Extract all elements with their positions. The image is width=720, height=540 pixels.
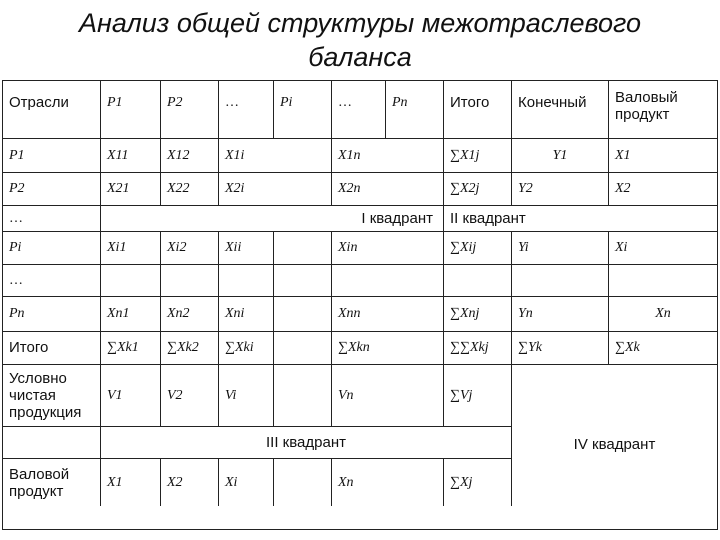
- page-title: [0, 6, 720, 74]
- cell-sum-xk1: ∑Xk1: [101, 332, 161, 365]
- header-p2: P2: [161, 81, 219, 139]
- cell-empty-q3-1: [3, 427, 101, 459]
- cell-x22: X22: [161, 173, 219, 206]
- cell-x1n: X1n: [332, 139, 444, 173]
- cell-sum-x1j: ∑X1j: [444, 139, 512, 173]
- cell-sum-xij: ∑Xij: [444, 232, 512, 265]
- header-pi: Pi: [274, 81, 332, 139]
- cell-empty-d2-5: [274, 265, 332, 297]
- cell-empty-usl-5: [274, 365, 332, 427]
- cell-double-sum-xkj: ∑∑Xkj: [444, 332, 512, 365]
- cell-empty-d2-2: [101, 265, 161, 297]
- cell-x2n: X2n: [332, 173, 444, 206]
- quadrant-3-label: III квадрант: [101, 427, 512, 459]
- row-itogo-label: Итого: [3, 332, 101, 365]
- cell-yn: Yn: [512, 297, 609, 332]
- cell-xn-total: Xn: [609, 297, 717, 332]
- cell-sum-yk: ∑Yk: [512, 332, 609, 365]
- row-ellipsis-2: …: [3, 265, 101, 297]
- row-p2-label: P2: [3, 173, 101, 206]
- cell-xn2: Xn2: [161, 297, 219, 332]
- cell-y1: Y1: [512, 139, 609, 173]
- row-valovoy-label: Валовой продукт: [3, 459, 101, 506]
- cell-x1-total: X1: [609, 139, 717, 173]
- cell-x2-bottom: X2: [161, 459, 219, 506]
- cell-sum-xk2: ∑Xk2: [161, 332, 219, 365]
- row-p1-label: P1: [3, 139, 101, 173]
- row-ellipsis-1: …: [3, 206, 101, 232]
- cell-sum-xkn: ∑Xkn: [332, 332, 444, 365]
- header-ellipsis-2: …: [332, 81, 386, 139]
- cell-sum-xnj: ∑Xnj: [444, 297, 512, 332]
- cell-x2-total: X2: [609, 173, 717, 206]
- row-pi-label: Pi: [3, 232, 101, 265]
- cell-x21: X21: [101, 173, 161, 206]
- header-pn: Pn: [386, 81, 444, 139]
- cell-empty-d2-9: [512, 265, 609, 297]
- header-valovy-produkt: Валовый продукт: [609, 81, 717, 139]
- cell-x2i: X2i: [219, 173, 332, 206]
- cell-x1-bottom: X1: [101, 459, 161, 506]
- cell-sum-xj-bottom: ∑Xj: [444, 459, 512, 506]
- cell-empty-d2-10: [609, 265, 717, 297]
- row-pn-label: Pn: [3, 297, 101, 332]
- cell-xn1: Xn1: [101, 297, 161, 332]
- cell-xi1: Xi1: [101, 232, 161, 265]
- cell-empty-d2-3: [161, 265, 219, 297]
- cell-y2: Y2: [512, 173, 609, 206]
- cell-empty-d2-6: [332, 265, 444, 297]
- header-otrasli: Отрасли: [3, 81, 101, 139]
- cell-empty-d2-8: [444, 265, 512, 297]
- title-line-2: баланса: [308, 42, 412, 72]
- cell-sum-x2j: ∑X2j: [444, 173, 512, 206]
- balance-table: [2, 80, 718, 530]
- cell-sum-xk: ∑Xk: [609, 332, 717, 365]
- cell-empty-pn-5: [274, 297, 332, 332]
- cell-xni: Xni: [219, 297, 274, 332]
- cell-vi: Vi: [219, 365, 274, 427]
- cell-xii: Xii: [219, 232, 274, 265]
- quadrant-1-label: I квадрант: [101, 206, 444, 232]
- cell-xi-bottom: Xi: [219, 459, 274, 506]
- cell-x1i: X1i: [219, 139, 332, 173]
- cell-empty-pi-5: [274, 232, 332, 265]
- cell-xi2: Xi2: [161, 232, 219, 265]
- cell-empty-val-5: [274, 459, 332, 506]
- cell-v2: V2: [161, 365, 219, 427]
- header-itogo: Итого: [444, 81, 512, 139]
- title-line-1: Анализ общей структуры межотраслевого: [78, 8, 642, 38]
- cell-sum-xki: ∑Xki: [219, 332, 274, 365]
- cell-xin: Xin: [332, 232, 444, 265]
- cell-x12: X12: [161, 139, 219, 173]
- cell-xnn: Xnn: [332, 297, 444, 332]
- cell-empty-itogo-5: [274, 332, 332, 365]
- cell-empty-d2-4: [219, 265, 274, 297]
- cell-vn: Vn: [332, 365, 444, 427]
- row-uslovno-label: Условно чистая продукция: [3, 365, 101, 427]
- cell-yi: Yi: [512, 232, 609, 265]
- header-p1: P1: [101, 81, 161, 139]
- cell-v1: V1: [101, 365, 161, 427]
- quadrant-2-label: II квадрант: [444, 206, 717, 232]
- quadrant-4-label: IV квадрант: [573, 435, 656, 453]
- cell-xi-total: Xi: [609, 232, 717, 265]
- cell-xn-bottom: Xn: [332, 459, 444, 506]
- cell-sum-vj: ∑Vj: [444, 365, 512, 427]
- header-ellipsis-1: …: [219, 81, 274, 139]
- header-konechny: Конечный: [512, 81, 609, 139]
- cell-x11: X11: [101, 139, 161, 173]
